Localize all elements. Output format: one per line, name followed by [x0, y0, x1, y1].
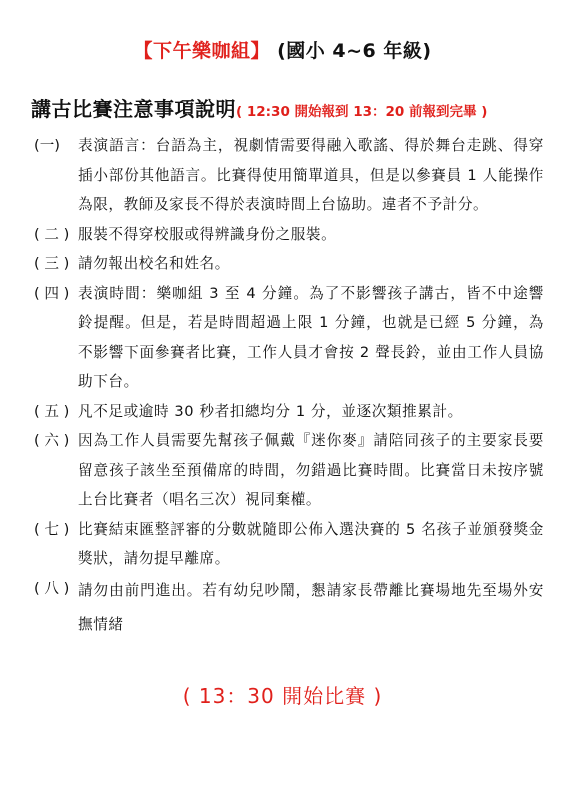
page-title	[0, 36, 565, 63]
rules-list	[34, 131, 544, 642]
item-text: 表演時間：樂咖組 3 至 4 分鐘。為了不影響孩子講古，皆不中途響鈴提醒。但是，若是時間超過上限 1 分鐘，也就是已經 5 分鐘，為不影響下面參賽者比賽，工作人員才會按 2 聲長鈴，並由工作人員協助下台。	[78, 284, 544, 390]
group-label: 【下午樂咖組】	[133, 40, 270, 62]
heading-title: 講古比賽注意事項說明	[31, 97, 236, 121]
item-number: ( 六 )	[34, 432, 70, 449]
list-item	[34, 279, 544, 397]
list-item	[34, 426, 544, 515]
item-text: 比賽結束匯整評審的分數就隨即公佈入選決賽的 5 名孩子並頒發獎金獎狀，請勿提早離席。	[78, 520, 544, 567]
item-number: ( 八 )	[34, 579, 70, 597]
item-number: ( 三 )	[34, 255, 70, 272]
item-number: ( 五 )	[34, 402, 70, 420]
item-number: ( 二 )	[34, 225, 70, 243]
item-text: 請勿由前門進出。若有幼兒吵鬧，懇請家長帶離比賽場地先至場外安撫情緒	[78, 581, 544, 633]
item-number: (一)	[34, 137, 60, 154]
list-item	[34, 220, 544, 250]
item-text: 請勿報出校名和姓名。	[78, 255, 230, 272]
list-item	[34, 249, 544, 279]
contest-start-time: ( 13：30 開始比賽 )	[182, 684, 383, 708]
section-heading	[31, 93, 487, 122]
item-text: 表演語言：台語為主，視劇情需要得融入歌謠、得於舞台走跳、得穿插小部份其他語言。比賽得使用簡單道具，但是以參賽員 1 人能操作為限，教師及家長不得於表演時間上台協助。違者不予計分。	[78, 137, 544, 213]
grade-label: (國小 4~6 年級)	[277, 40, 432, 62]
item-number: ( 四 )	[34, 284, 70, 302]
item-text: 服裝不得穿校服或得辨識身份之服裝。	[78, 225, 337, 243]
check-in-note: ( 12:30 開始報到 13：20 前報到完畢 )	[236, 104, 488, 120]
list-item	[34, 397, 544, 427]
item-text: 凡不足或逾時 30 秒者扣總均分 1 分，並逐次類推累計。	[78, 402, 463, 420]
list-item	[34, 131, 544, 220]
list-item	[34, 574, 544, 642]
list-item	[34, 515, 544, 574]
item-text: 因為工作人員需要先幫孩子佩戴『迷你麥』請陪同孩子的主要家長要留意孩子該坐至預備席的時間，勿錯過比賽時間。比賽當日未按序號上台比賽者（唱名三次）視同棄權。	[78, 432, 544, 508]
item-number: ( 七 )	[34, 520, 70, 538]
